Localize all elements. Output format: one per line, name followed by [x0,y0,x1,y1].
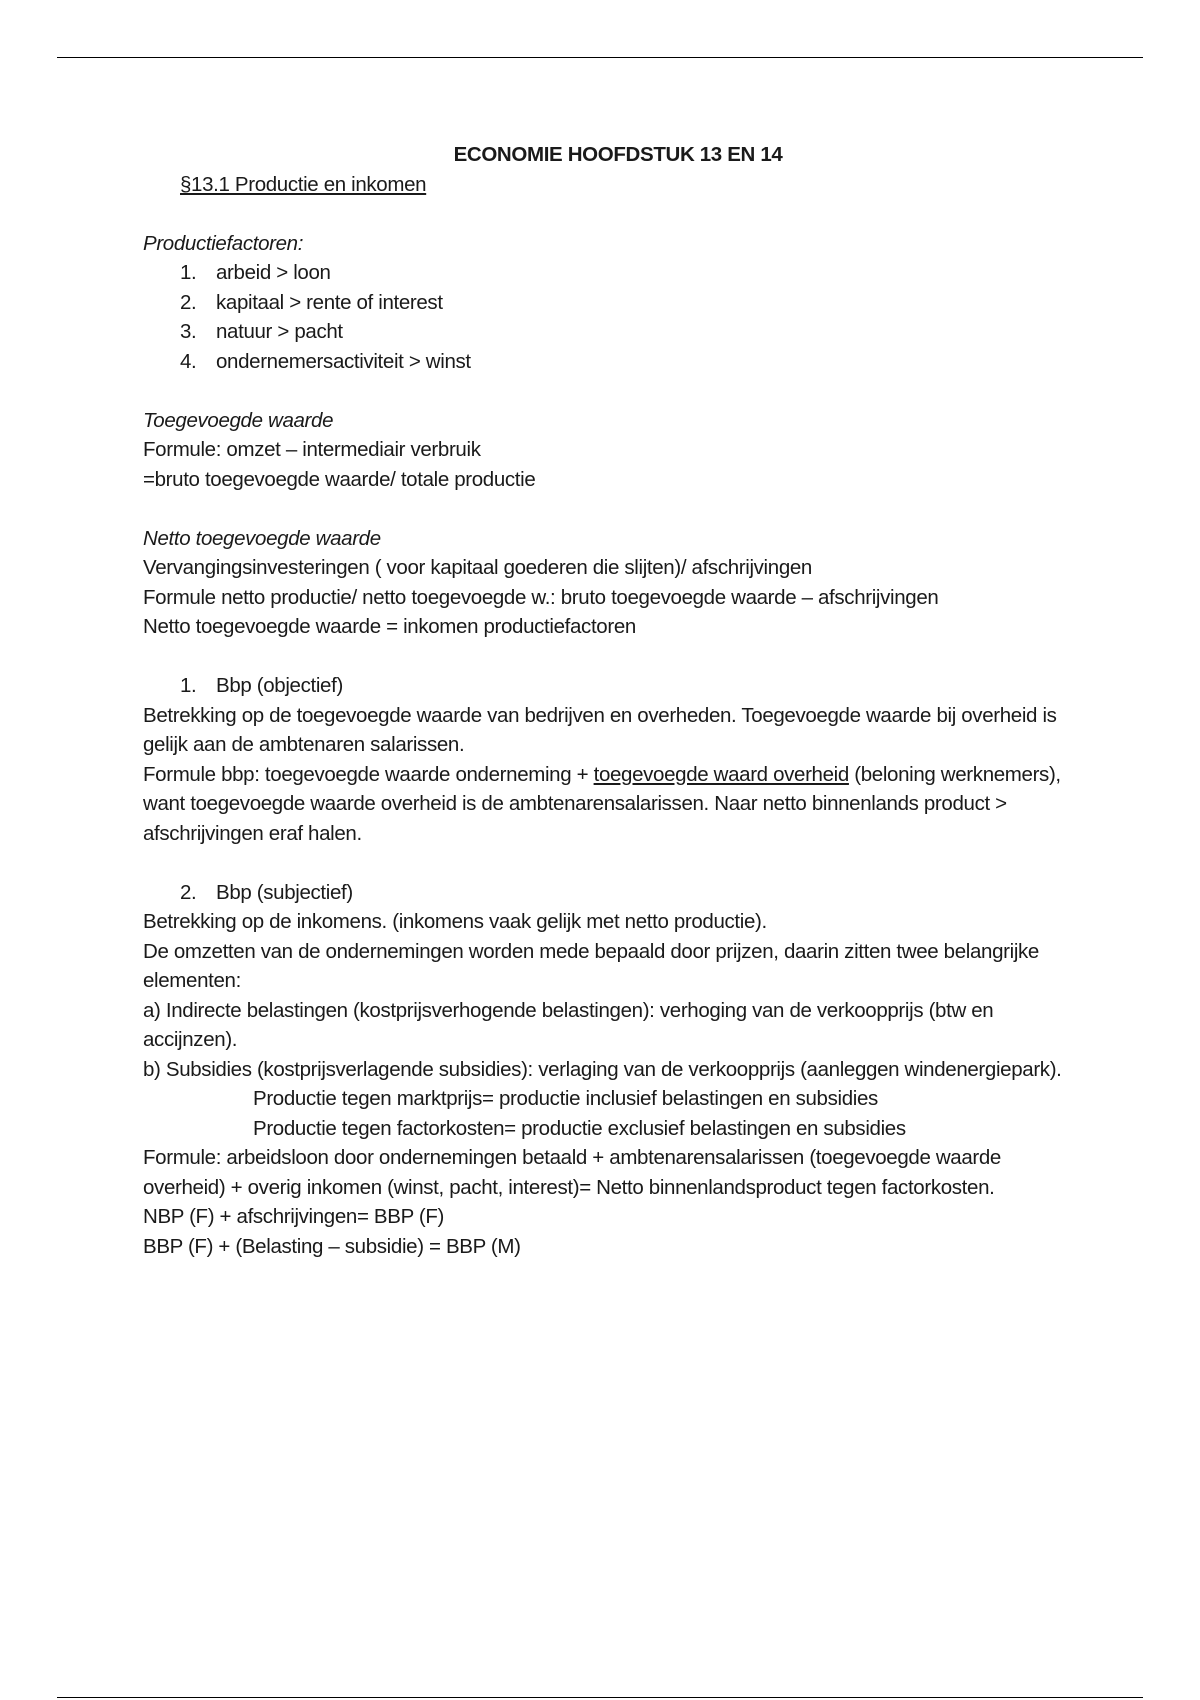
list-number: 2. [180,880,197,904]
nbp-formula: NBP (F) + afschrijvingen= BBP (F) [143,1205,444,1228]
list-text: kapitaal > rente of interest [216,290,443,314]
toegevoegde-waarde-formula: Formule: omzet – intermediair verbruik [143,438,481,461]
list-number: 1. [180,674,197,697]
factorkosten-line: Productie tegen factorkosten= productie exclusief belastingen en subsidies [253,1116,906,1140]
toegevoegde-waarde-heading: Toegevoegde waarde [143,408,334,432]
list-item [143,347,1083,377]
bbp-objectief-heading [143,671,1083,701]
toegevoegde-waarde-result: =bruto toegevoegde waarde/ totale productie [143,467,536,491]
list-number: 2. [180,290,197,314]
section-heading: §13.1 Productie en inkomen [180,172,427,196]
indirecte-belastingen-paragraph: a) Indirecte belastingen (kostprijsverhogende belastingen): verhoging van de verkoopprijs (btw en accijnzen). [143,998,994,1051]
bbp-formula-paragraph [143,760,1083,849]
list-text: Bbp (subjectief) [216,880,353,904]
inkomens-line: Betrekking op de inkomens. (inkomens vaak gelijk met netto productie). [143,910,767,933]
document-body [143,140,1083,1261]
netto-inkomen-line: Netto toegevoegde waarde = inkomen productiefactoren [143,615,636,638]
productiefactoren-heading: Productiefactoren: [143,231,304,255]
arbeidsloon-formula-paragraph: Formule: arbeidsloon door ondernemingen betaald + ambtenarensalarissen (toegevoegde waarde overheid) + overig inkomen (winst, pacht, interest)= Netto binnenlandsproduct tegen factorkosten. [143,1146,1001,1199]
subsidies-paragraph: b) Subsidies (kostprijsverlagende subsidies): verlaging van de verkoopprijs (aanleggen windenergiepark). [143,1057,1062,1081]
bbp-subjectief-heading [143,878,1083,908]
vervangingsinvesteringen-line: Vervangingsinvesteringen ( voor kapitaal goederen die slijten)/ afschrijvingen [143,556,812,579]
bbp-objectief-paragraph: Betrekking op de toegevoegde waarde van bedrijven en overheden. Toegevoegde waarde bij overheid is gelijk aan de ambtenaren salarissen. [143,703,1057,756]
top-rule [57,57,1143,58]
bottom-rule [57,1697,1143,1698]
bbp-formula-underlined: toegevoegde waard overheid [593,762,849,786]
list-number: 3. [180,320,197,343]
list-number: 4. [180,349,197,373]
list-number: 1. [180,261,197,284]
list-item [143,317,1083,347]
list-item [143,258,1083,288]
list-text: natuur > pacht [216,320,343,343]
document-title: ECONOMIE HOOFDSTUK 13 EN 14 [453,143,783,166]
list-text: Bbp (objectief) [216,674,343,697]
bbp-market-formula: BBP (F) + (Belasting – subsidie) = BBP (M) [143,1234,521,1258]
bbp-formula-start: Formule bbp: toegevoegde waarde onderneming + [143,762,594,786]
list-text: ondernemersactiviteit > winst [216,349,471,373]
list-item [143,288,1083,318]
omzetten-paragraph: De omzetten van de ondernemingen worden mede bepaald door prijzen, daarin zitten twee belangrijke elementen: [143,939,1039,992]
list-text: arbeid > loon [216,261,331,284]
bbp-formula-end: (beloning werknemers), want toegevoegde waarde overheid is de ambtenarensalarissen. Naar netto binnenlands product > afschrijvingen eraf halen. [143,762,1061,845]
marktprijs-line: Productie tegen marktprijs= productie inclusief belastingen en subsidies [253,1087,878,1110]
netto-toegevoegde-waarde-heading: Netto toegevoegde waarde [143,526,381,550]
netto-productie-formula: Formule netto productie/ netto toegevoegde w.: bruto toegevoegde waarde – afschrijvingen [143,585,939,609]
